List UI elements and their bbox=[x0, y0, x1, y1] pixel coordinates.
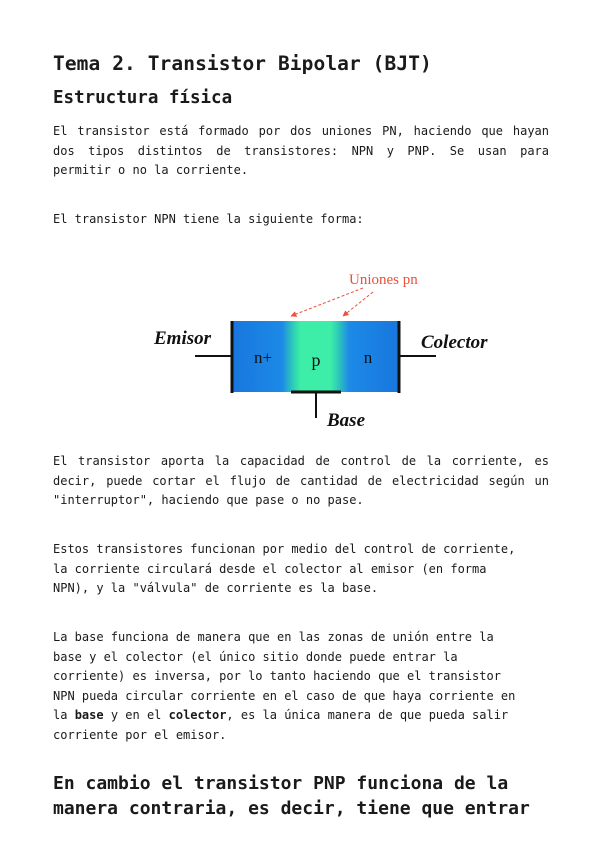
base-label: Base bbox=[327, 410, 365, 431]
paragraph-current: Estos transistores funcionan por medio del control de corriente, la corriente circulará desde el colector al emisor (en forma NPN), y la "válvula" de corriente es la base. bbox=[53, 542, 516, 595]
bold-collector: colector bbox=[168, 708, 227, 722]
region-p-label: p bbox=[311, 350, 321, 370]
bold-base: base bbox=[74, 708, 104, 722]
junctions-label: Uniones pn bbox=[349, 272, 418, 288]
emitter-label: Emisor bbox=[154, 328, 212, 349]
paragraph-npn-form: El transistor NPN tiene la siguiente forma: bbox=[53, 212, 364, 226]
npn-transistor-diagram bbox=[101, 266, 488, 436]
region-n-label: n bbox=[363, 348, 373, 367]
pnp-heading: En cambio el transistor PNP funciona de la manera contraria, es decir, tiene que entrar bbox=[53, 773, 530, 819]
page-title: Tema 2. Transistor Bipolar (BJT) bbox=[53, 52, 432, 75]
base-text-b: y en el bbox=[103, 708, 169, 722]
paragraph-intro: El transistor está formado por dos uniones PN, haciendo que hayan dos tipos distintos de transistores: NPN y PNP. Se usan para permitir o no la corriente. bbox=[53, 124, 549, 177]
section-heading: Estructura física bbox=[53, 88, 233, 108]
paragraph-base bbox=[53, 628, 549, 745]
base-text-c: , es la única manera de que pueda salir corriente por el emisor. bbox=[53, 708, 509, 742]
region-n-plus-label: n+ bbox=[253, 348, 273, 367]
collector-label: Colector bbox=[421, 332, 488, 353]
junction-arrow-left bbox=[291, 288, 363, 316]
junction-arrow-right bbox=[343, 292, 373, 316]
paragraph-control: El transistor aporta la capacidad de control de la corriente, es decir, puede cortar el flujo de cantidad de electricidad según un "interruptor", haciendo que pase o no pase. bbox=[53, 454, 549, 507]
base-text-a: La base funciona de manera que en las zonas de unión entre la base y el colector (el único sitio donde puede entrar la corriente) es inversa, por lo tanto haciendo que el transistor NPN pueda circular corriente en el caso de que haya corriente en la bbox=[53, 630, 516, 722]
